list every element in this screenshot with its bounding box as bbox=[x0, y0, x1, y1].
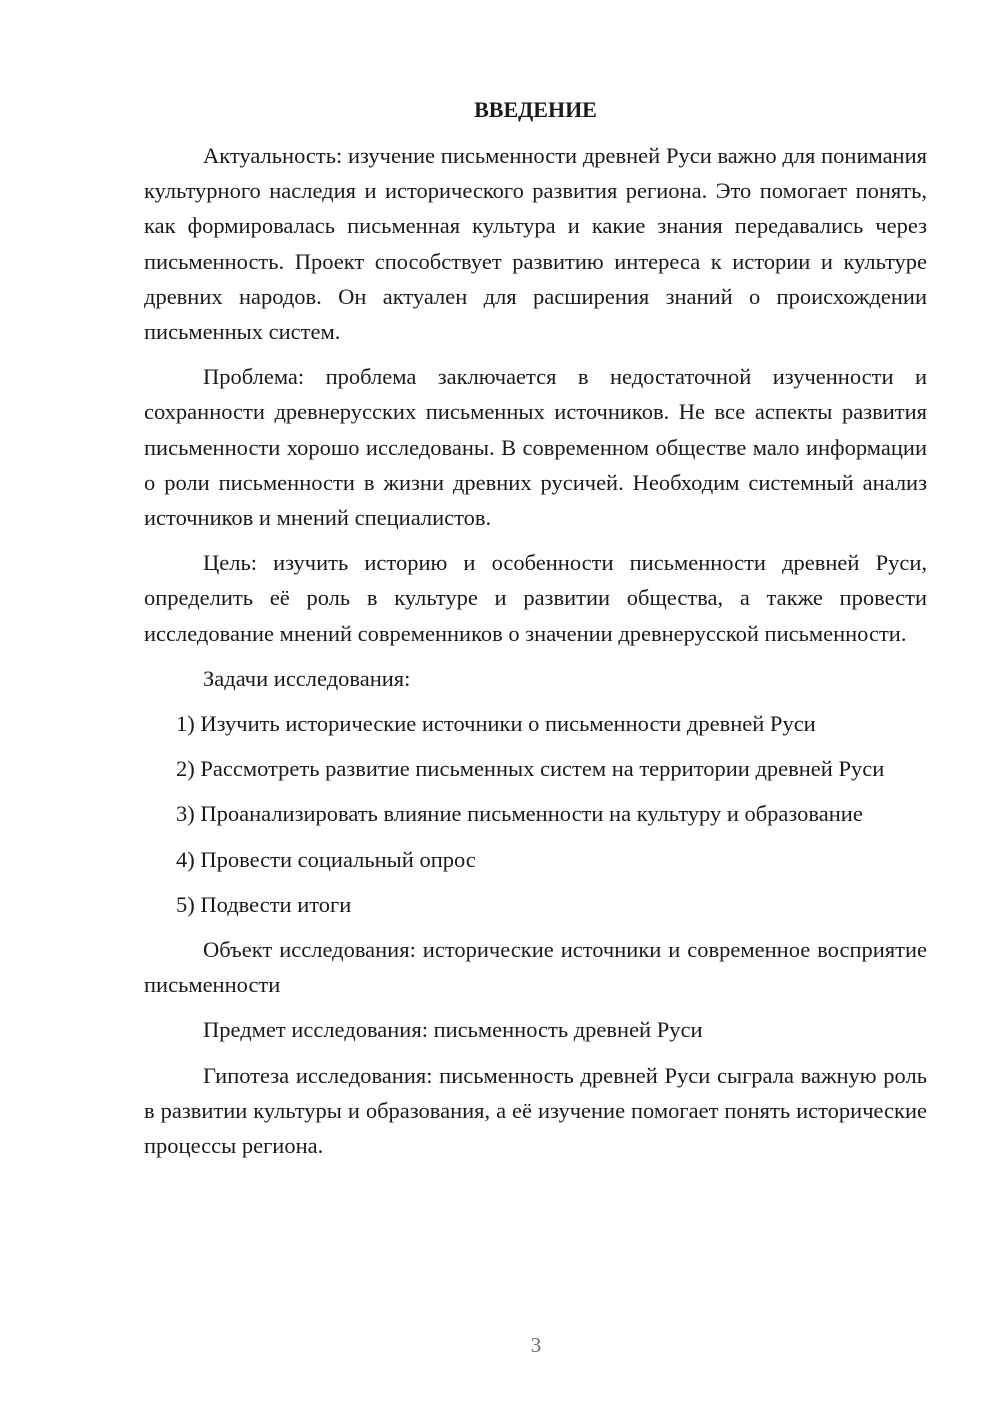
page-number: 3 bbox=[530, 1333, 542, 1357]
task-item-4: 4) Провести социальный опрос bbox=[176, 846, 476, 872]
paragraph-object: Объект исследования: исторические источники и современное восприятие письменности bbox=[144, 937, 927, 998]
paragraph-subject: Предмет исследования: письменность древней Руси bbox=[203, 1017, 703, 1043]
task-item-2: 2) Рассмотреть развитие письменных систем на территории древней Руси bbox=[176, 756, 885, 782]
page-content bbox=[144, 92, 927, 1173]
paragraph-actuality: Актуальность: изучение письменности древней Руси важно для понимания культурного наследия и исторического развития региона. Это помогает понять, как формировалась письменная культура и какие знания передавались через письменность. Проект способствует развитию интереса к истории и культуре древних народов. Он актуален для расширения знаний о происхождении письменных систем. bbox=[144, 143, 927, 345]
task-item-1: 1) Изучить исторические источники о письменности древней Руси bbox=[176, 711, 816, 737]
tasks-heading: Задачи исследования: bbox=[203, 665, 411, 691]
paragraph-goal: Цель: изучить историю и особенности письменности древней Руси, определить её роль в культуре и развитии общества, а также провести исследование мнений современников о значении древнерусской письменности. bbox=[144, 550, 927, 646]
paragraph-hypothesis: Гипотеза исследования: письменность древней Руси сыграла важную роль в развитии культуры и образования, а её изучение помогает понять исторические процессы региона. bbox=[144, 1062, 927, 1159]
task-item-3: 3) Проанализировать влияние письменности на культуру и образование bbox=[176, 801, 863, 827]
paragraph-problem: Проблема: проблема заключается в недостаточной изученности и сохранности древнерусских письменных источников. Не все аспекты развития письменности хорошо исследованы. В современном обществе мало информации о роли письменности в жизни древних русичей. Необходим системный анализ источников и мнений специалистов. bbox=[144, 364, 927, 531]
task-item-5: 5) Подвести итоги bbox=[176, 891, 352, 917]
section-title: ВВЕДЕНИЕ bbox=[474, 97, 597, 122]
